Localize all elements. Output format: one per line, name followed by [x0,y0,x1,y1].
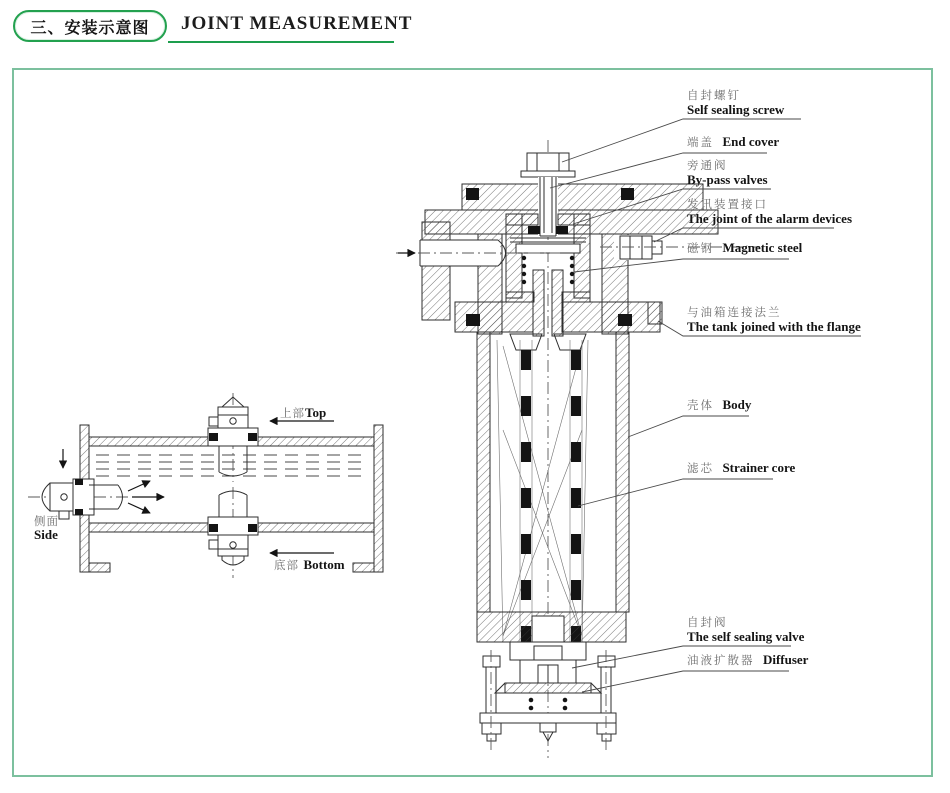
strainer-core-drawing [497,334,588,646]
page-title: JOINT MEASUREMENT [181,13,413,34]
flow-arrows [128,481,164,513]
callout-tank-flange [687,306,861,336]
callout-zh: 壳体 [687,398,714,412]
callout-en: The tank joined with the flange [687,319,861,334]
callout-en: The joint of the alarm devices [687,211,853,226]
callout-magnetic-steel [687,239,802,259]
tank-installation-drawing [28,393,383,578]
callout-self-sealing-screw [687,89,784,119]
callout-body [687,396,751,416]
right-bolt [597,650,616,752]
label-side-en: Side [34,527,58,542]
label-top-zh: 上部 [280,406,305,420]
section-title-text: 三、安装示意图 [30,19,150,37]
label-bottom-zh: 底部 [274,558,299,572]
label-bottom-position [274,556,345,574]
callout-diffuser [687,651,808,671]
callout-zh: 自封阀 [687,615,728,629]
callout-en: Diffuser [762,652,809,667]
callout-by-pass-valves [687,159,768,189]
callout-zh: 滤芯 [687,461,714,475]
callout-zh: 旁通阀 [687,158,728,172]
bottom-filter [208,487,258,578]
callout-en: By-pass valves [687,172,768,187]
callout-zh: 端盖 [687,135,714,149]
callout-self-sealing-valve [687,616,804,646]
callout-zh: 磁钢 [687,241,714,255]
side-filter [28,449,164,519]
callout-en: The self sealing valve [687,629,805,644]
callout-zh: 油液扩散器 [687,653,755,667]
left-bolt [482,650,501,752]
callout-alarm-device-joint [687,198,852,228]
callout-en: Magnetic steel [722,240,803,255]
label-side-zh: 侧面 [34,514,59,528]
callout-zh: 发讯装置接口 [687,197,768,211]
label-bottom-en: Bottom [303,557,345,572]
callout-en: End cover [722,134,780,149]
callout-strainer-core [687,459,795,479]
callout-en: Body [722,397,752,412]
label-top-en: Top [305,405,327,420]
callout-end-cover [687,133,779,153]
callout-zh: 自封螺钉 [687,88,741,102]
callout-en: Strainer core [722,460,796,475]
label-side-position [34,514,59,542]
label-top-position [280,404,326,422]
callout-en: Self sealing screw [687,102,785,117]
callout-zh: 与油箱连接法兰 [687,305,782,319]
